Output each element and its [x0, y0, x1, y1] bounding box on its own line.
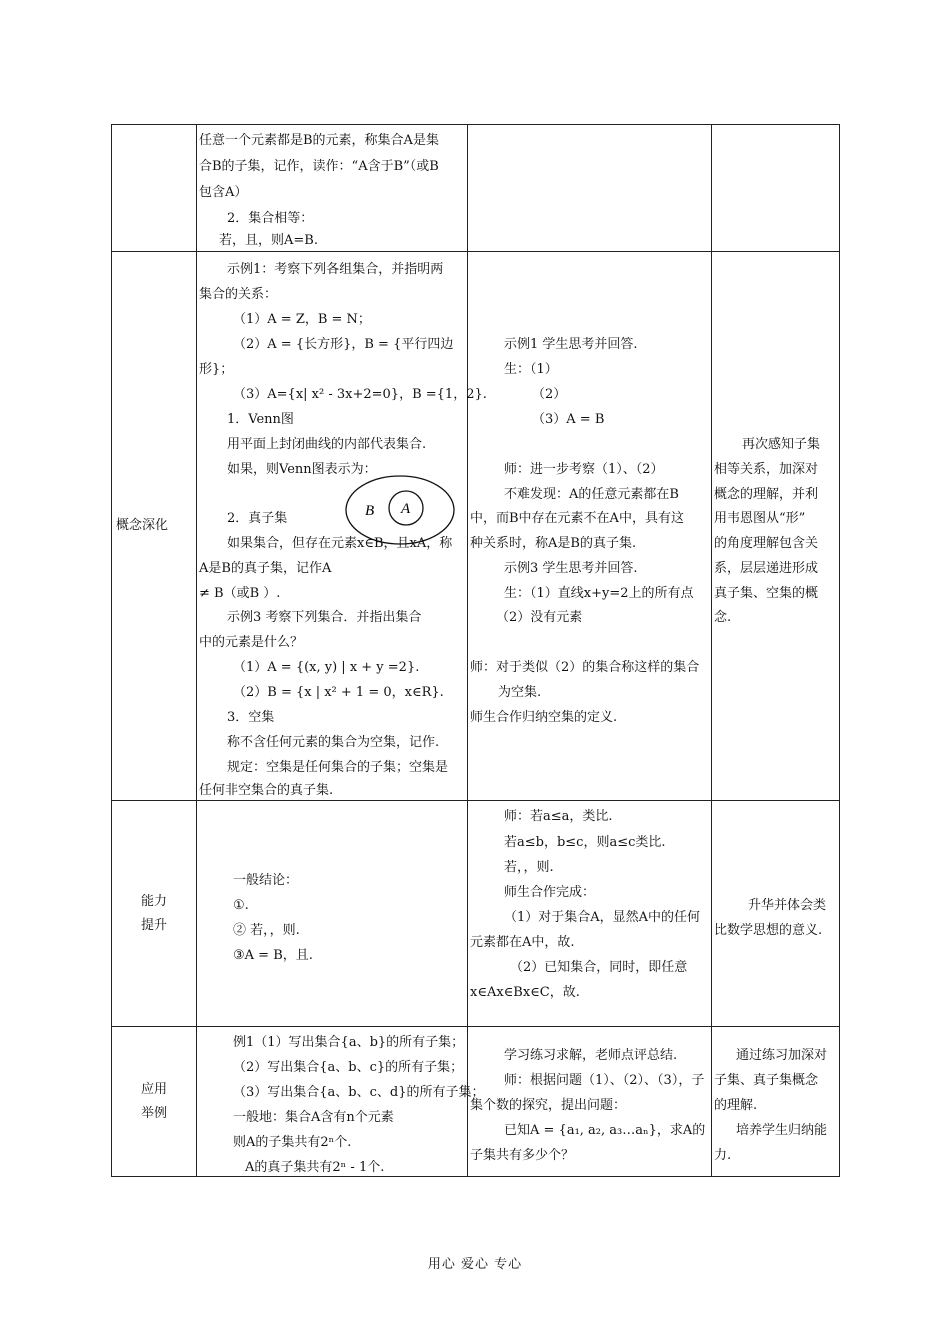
venn-label-b: B [365, 503, 375, 519]
text-line: 比数学思想的意义. [714, 923, 823, 938]
text-line: 用平面上封闭曲线的内部代表集合. [227, 437, 427, 452]
stage-cell [112, 252, 197, 801]
text-line: 为空集. [498, 685, 542, 700]
text-line: ③A = B，且. [233, 948, 313, 963]
stage-label-line: 应用 [140, 1081, 167, 1097]
text-line: （2）写出集合{a、b、c}的所有子集； [233, 1060, 464, 1075]
text-line: （2）没有元素 [496, 610, 583, 625]
stage-cell-empty [112, 125, 197, 252]
activity-cell [468, 1027, 712, 1177]
text-line: 学习练习求解，老师点评总结. [504, 1048, 678, 1063]
text-line: 概念的理解，并利 [714, 487, 819, 502]
text-line: 一般结论： [233, 873, 299, 888]
text-line: 已知A = {a₁, a₂, a₃…aₙ}，求A的 [504, 1123, 706, 1138]
text-line: A是B的真子集，记作A [199, 561, 332, 576]
text-line: 师：根据问题（1）、（2）、（3），子 [504, 1073, 705, 1088]
text-line: 生：（1） [504, 362, 558, 377]
text-line: （1）对于集合A，显然A中的任何 [504, 910, 701, 925]
text-line: 示例3 考察下列集合．并指出集合 [227, 610, 422, 625]
text-line: 子集共有多少个？ [470, 1148, 575, 1163]
text-line: 示例1 学生思考并回答. [504, 337, 638, 352]
text-line: 如果，则Venn图表示为： [227, 462, 377, 477]
venn-label-a: A [401, 501, 411, 517]
text-line: 一般地：集合A含有n个元素 [233, 1110, 394, 1125]
table-row [112, 1027, 840, 1177]
text-line: 中，而B中存在元素不在A中，具有这 [470, 511, 684, 526]
text-line: B（或B ）. [214, 586, 281, 601]
stage-label-line: 提升 [140, 917, 167, 933]
text-line: （2）已知集合，同时，即任意 [510, 960, 688, 975]
text-line: 示例3 学生思考并回答. [504, 561, 638, 576]
stage-label-line: 能力 [140, 893, 167, 909]
text-line: 中的元素是什么？ [199, 635, 304, 650]
text-line: 生：（1）直线x+y=2上的所有点 [504, 586, 694, 601]
text-line: （2）A = {长方形}，B = {平行四边 [233, 337, 454, 352]
text-line: 称不含任何元素的集合为空集，记作. [227, 735, 440, 750]
table-row [112, 252, 840, 801]
table-row [112, 125, 840, 252]
content-cell [197, 252, 487, 801]
text-line: 再次感知子集 [742, 437, 821, 452]
lesson-plan-table [111, 124, 840, 1177]
text-line: 合B的子集，记作，读作：“A含于B”（或B [199, 159, 439, 174]
text-line: 任意一个元素都是B的元素，称集合A是集 [199, 133, 439, 148]
proper-subset-line [199, 586, 280, 602]
text-line: 升华并体会类 [748, 898, 827, 913]
text-line: 任何非空集合的真子集. [199, 783, 334, 798]
text-line: 子集、真子集概念 [714, 1073, 819, 1088]
text-line: 集合的关系： [199, 287, 278, 302]
text-line: 形}； [199, 362, 234, 377]
text-line: ①. [233, 898, 249, 913]
stage-label-line: 举例 [140, 1105, 167, 1121]
text-line: 的理解. [714, 1098, 758, 1113]
text-line: 力. [714, 1148, 732, 1163]
venn-outer-set [346, 476, 454, 544]
table-row [112, 801, 840, 1027]
text-line: 如果集合，但存在元素x∈B，且xA，称 [227, 536, 453, 551]
text-line: （3）写出集合{a、b、c、d}的所有子集； [233, 1085, 485, 1100]
activity-cell-empty [468, 125, 712, 252]
text-line: 念. [714, 610, 732, 625]
text-line: （2） [532, 387, 567, 402]
text-line: 不难发现：A的任意元素都在B [504, 487, 679, 502]
text-line: 系，层层递进形成 [714, 561, 819, 576]
text-line: 师生合作归纳空集的定义. [470, 710, 618, 725]
text-line: 若a≤b，b≤c，则a≤c类比. [504, 835, 666, 850]
text-line: 通过练习加深对 [736, 1048, 828, 1063]
stage-cell [112, 801, 197, 1027]
page-footer: 用心 爱心 专心 [427, 1257, 523, 1272]
text-line: （1）A = {(x, y) | x + y =2}. [233, 660, 420, 675]
text-line: 真子集、空集的概 [714, 586, 819, 601]
text-line: ② 若，，则. [233, 923, 300, 938]
content-cell [197, 125, 468, 252]
text-line: 师：对于类似（2）的集合称这样的集合 [470, 660, 700, 675]
stage-label [112, 890, 196, 938]
text-line: 3．空集 [227, 710, 275, 725]
text-line: （2）B = {x | x² + 1 = 0，x∈R}. [233, 685, 444, 700]
text-line: 示例1：考察下列各组集合，并指明两 [227, 262, 444, 277]
text-line: （3）A = B [532, 412, 605, 427]
intent-cell [712, 801, 840, 1027]
intent-cell [712, 252, 840, 801]
intent-cell [712, 1027, 840, 1177]
activity-cell [468, 252, 712, 801]
content-cell [197, 801, 468, 1027]
text-line: 1．Venn图 [227, 412, 294, 427]
text-line: 师：进一步考察（1）、（2） [504, 462, 664, 477]
text-line: 规定：空集是任何集合的子集；空集是 [227, 760, 449, 775]
text-line: 若，且，则A=B. [219, 233, 318, 248]
text-line: 培养学生归纳能 [736, 1123, 828, 1138]
text-line: A的真子集共有2ⁿ - 1个. [245, 1160, 385, 1175]
text-line: 师生合作完成： [504, 885, 596, 900]
text-line: 种关系时，称A是B的真子集. [470, 536, 637, 551]
not-equal-subset-symbol: ≠ [199, 586, 215, 601]
stage-cell [112, 1027, 197, 1177]
text-line: 元素都在A中，故. [470, 935, 575, 950]
text-line: 集个数的探究，提出问题： [470, 1098, 627, 1113]
text-line: （3）A={x| x² - 3x+2=0}，B ={1，2}. [233, 387, 487, 402]
text-line: 用韦恩图从“形” [714, 511, 806, 526]
text-line: 师：若a≤a，类比. [504, 809, 613, 824]
stage-label [112, 1078, 196, 1126]
text-line: 2．真子集 [227, 511, 288, 526]
text-line: 的角度理解包含关 [714, 536, 819, 551]
intent-cell-empty [712, 125, 840, 252]
content-cell [197, 1027, 485, 1177]
text-line: 若，，则. [504, 860, 554, 875]
activity-cell [468, 801, 712, 1027]
stage-label: 概念深化 [116, 518, 169, 533]
text-line: 包含A） [199, 185, 248, 200]
text-line: x∈Ax∈Bx∈C，故. [470, 985, 580, 1000]
text-line: 2．集合相等： [227, 211, 314, 226]
text-line: （1）A = Z，B = N； [233, 312, 371, 327]
text-line: 相等关系，加深对 [714, 462, 819, 477]
text-line: 例1（1）写出集合{a、b}的所有子集； [233, 1035, 465, 1050]
text-line: 则A的子集共有2ⁿ个. [233, 1135, 352, 1150]
